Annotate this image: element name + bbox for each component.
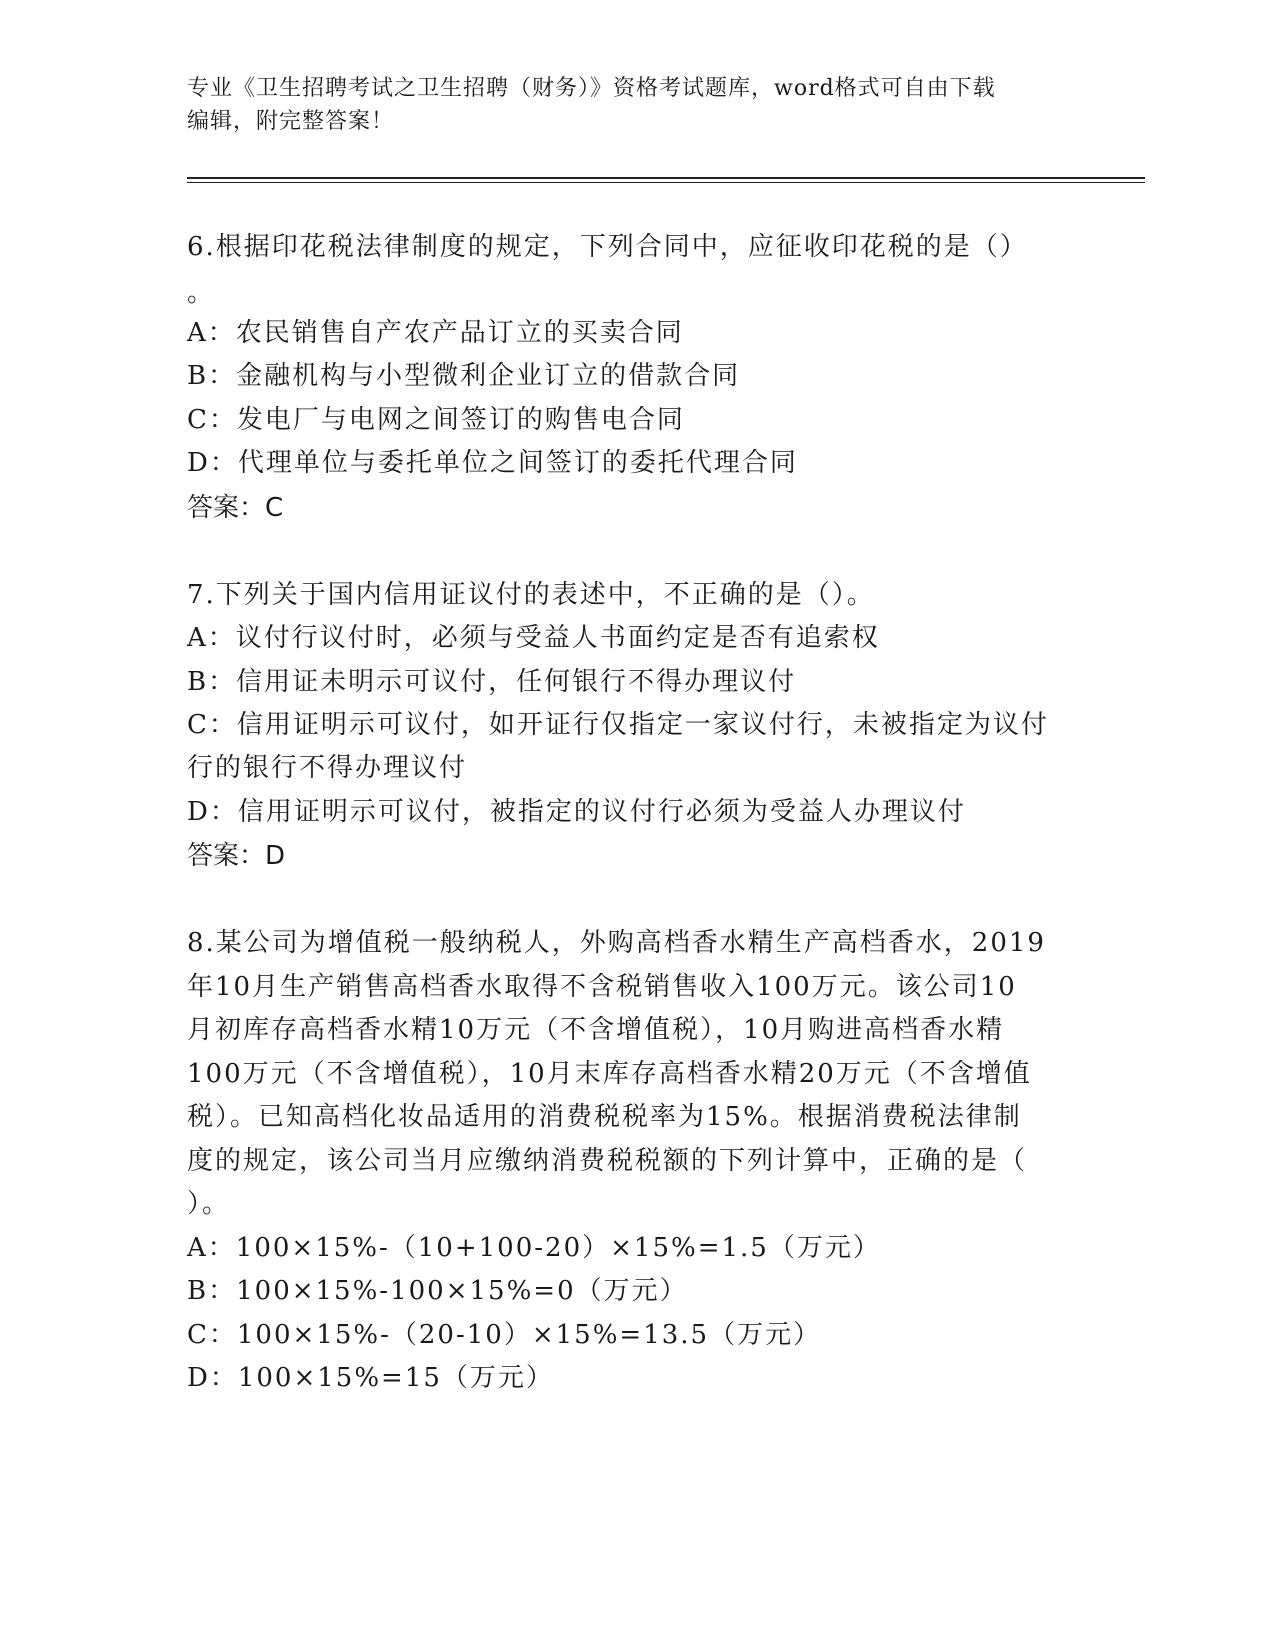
document-header: [187, 72, 1087, 138]
header-divider-thin: [187, 182, 1145, 183]
q8-stem-line-1: 8.某公司为增值税一般纳税人，外购高档香水精生产高档香水，2019: [187, 928, 1046, 958]
q6-option-c: C：发电厂与电网之间签订的购售电合同: [187, 405, 685, 435]
q8-option-a: A：100×15%-（10+100-20）×15%=1.5（万元）: [187, 1233, 881, 1263]
q8-stem-line-4: 100万元（不含增值税），10月末库存高档香水精20万元（不含增值: [187, 1059, 1032, 1089]
q7-option-c-line-1: C：信用证明示可议付，如开证行仅指定一家议付行，未被指定为议付: [187, 710, 1049, 740]
q7-option-a: A：议付行议付时，必须与受益人书面约定是否有追索权: [187, 623, 880, 653]
q8-option-c: C：100×15%-（20-10）×15%=13.5（万元）: [187, 1320, 822, 1350]
q7-answer: 答案：D: [187, 841, 286, 871]
q7-stem-line-1: 7.下列关于国内信用证议付的表述中，不正确的是（）。: [187, 580, 875, 610]
q7-option-b: B：信用证未明示可议付，任何银行不得办理议付: [187, 667, 797, 697]
q8-stem-line-7: ）。: [187, 1189, 231, 1219]
q6-option-a: A：农民销售自产农产品订立的买卖合同: [187, 318, 684, 348]
q7-option-c-line-2: 行的银行不得办理议付: [187, 753, 468, 783]
q6-stem-line-2: 。: [187, 278, 216, 308]
q6-stem-line-1: 6.根据印花税法律制度的规定，下列合同中，应征收印花税的是（）: [187, 232, 1028, 262]
header-line-1: 专业《卫生招聘考试之卫生招聘（财务）》资格考试题库，word格式可自由下载: [187, 76, 996, 101]
q8-stem-line-3: 月初库存高档香水精10万元（不含增值税），10月购进高档香水精: [187, 1015, 1005, 1045]
q8-stem-line-2: 年10月生产销售高档香水取得不含税销售收入100万元。该公司10: [187, 972, 1017, 1002]
q6-answer: 答案：C: [187, 493, 284, 523]
header-line-2: 编辑，附完整答案！: [187, 109, 395, 134]
q6-option-d: D：代理单位与委托单位之间签订的委托代理合同: [187, 448, 798, 478]
q8-stem-line-6: 度的规定，该公司当月应缴纳消费税税额的下列计算中，正确的是（: [187, 1146, 1028, 1176]
q7-option-d: D：信用证明示可议付，被指定的议付行必须为受益人办理议付: [187, 797, 966, 827]
q8-option-d: D：100×15%=15（万元）: [187, 1363, 554, 1393]
header-divider-thick: [187, 177, 1145, 179]
q8-option-b: B：100×15%-100×15%=0（万元）: [187, 1276, 688, 1306]
q6-option-b: B：金融机构与小型微利企业订立的借款合同: [187, 361, 741, 391]
q8-stem-line-5: 税）。已知高档化妆品适用的消费税税率为15%。根据消费税法律制: [187, 1102, 1022, 1132]
